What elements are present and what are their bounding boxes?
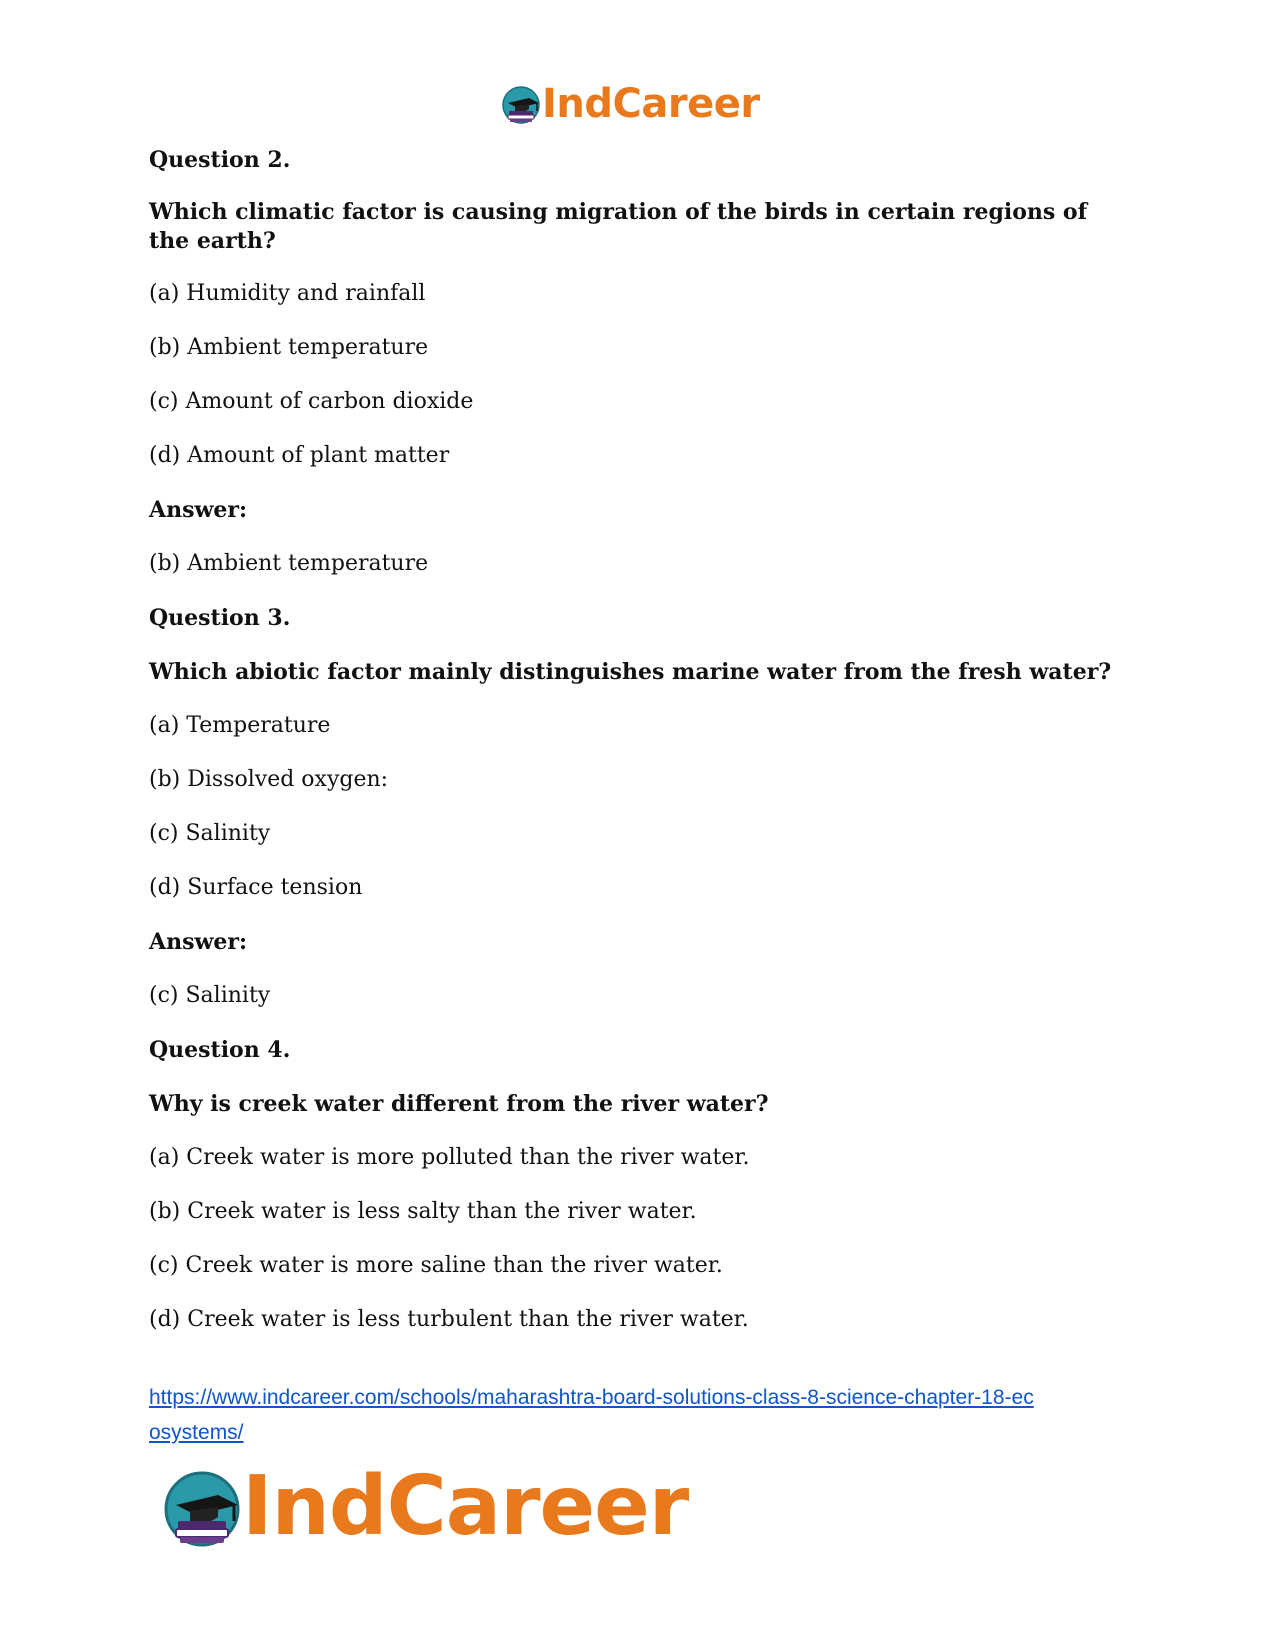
question-4-number: Question 4. [149,1037,291,1063]
footer-logo-text: IndCareer [242,1459,689,1554]
question-2-option-a: (a) Humidity and rainfall [149,281,426,306]
question-3-option-c: (c) Salinity [149,821,271,846]
question-4-option-d: (d) Creek water is less turbulent than the river water. [149,1307,749,1332]
question-2-option-b: (b) Ambient temperature [149,335,429,360]
source-url-line-1[interactable]: https://www.indcareer.com/schools/maharashtra-board-solutions-class-8-science-chapter-18-ec [149,1386,1034,1409]
question-4-prompt: Why is creek water different from the river water? [149,1091,769,1117]
question-2-prompt: Which climatic factor is causing migration of the birds in certain regions of the earth? [149,199,1088,254]
question-2-number: Question 2. [149,147,291,173]
header-logo [500,80,760,128]
source-url-link[interactable] [149,1380,1139,1450]
question-3-option-d: (d) Surface tension [149,875,363,900]
source-url-line-2[interactable]: osystems/ [149,1421,244,1444]
question-3-option-a: (a) Temperature [149,713,331,738]
question-2-option-d: (d) Amount of plant matter [149,443,450,468]
question-3-answer: (c) Salinity [149,983,271,1008]
question-2-answer: (b) Ambient temperature [149,551,429,576]
question-2-option-c: (c) Amount of carbon dioxide [149,389,474,414]
footer-logo [160,1459,689,1554]
question-3-option-b: (b) Dissolved oxygen: [149,767,389,792]
graduation-cap-books-globe-icon [160,1465,244,1549]
header-logo-text: IndCareer [542,81,760,127]
question-3-prompt: Which abiotic factor mainly distinguishes marine water from the fresh water? [149,659,1112,685]
question-2-answer-label: Answer: [149,497,248,523]
question-3-answer-label: Answer: [149,929,248,955]
question-3-number: Question 3. [149,605,291,631]
question-4-option-a: (a) Creek water is more polluted than the river water. [149,1145,750,1170]
question-4-option-b: (b) Creek water is less salty than the river water. [149,1199,697,1224]
question-4-option-c: (c) Creek water is more saline than the river water. [149,1253,723,1278]
graduation-cap-books-globe-icon [500,83,542,125]
